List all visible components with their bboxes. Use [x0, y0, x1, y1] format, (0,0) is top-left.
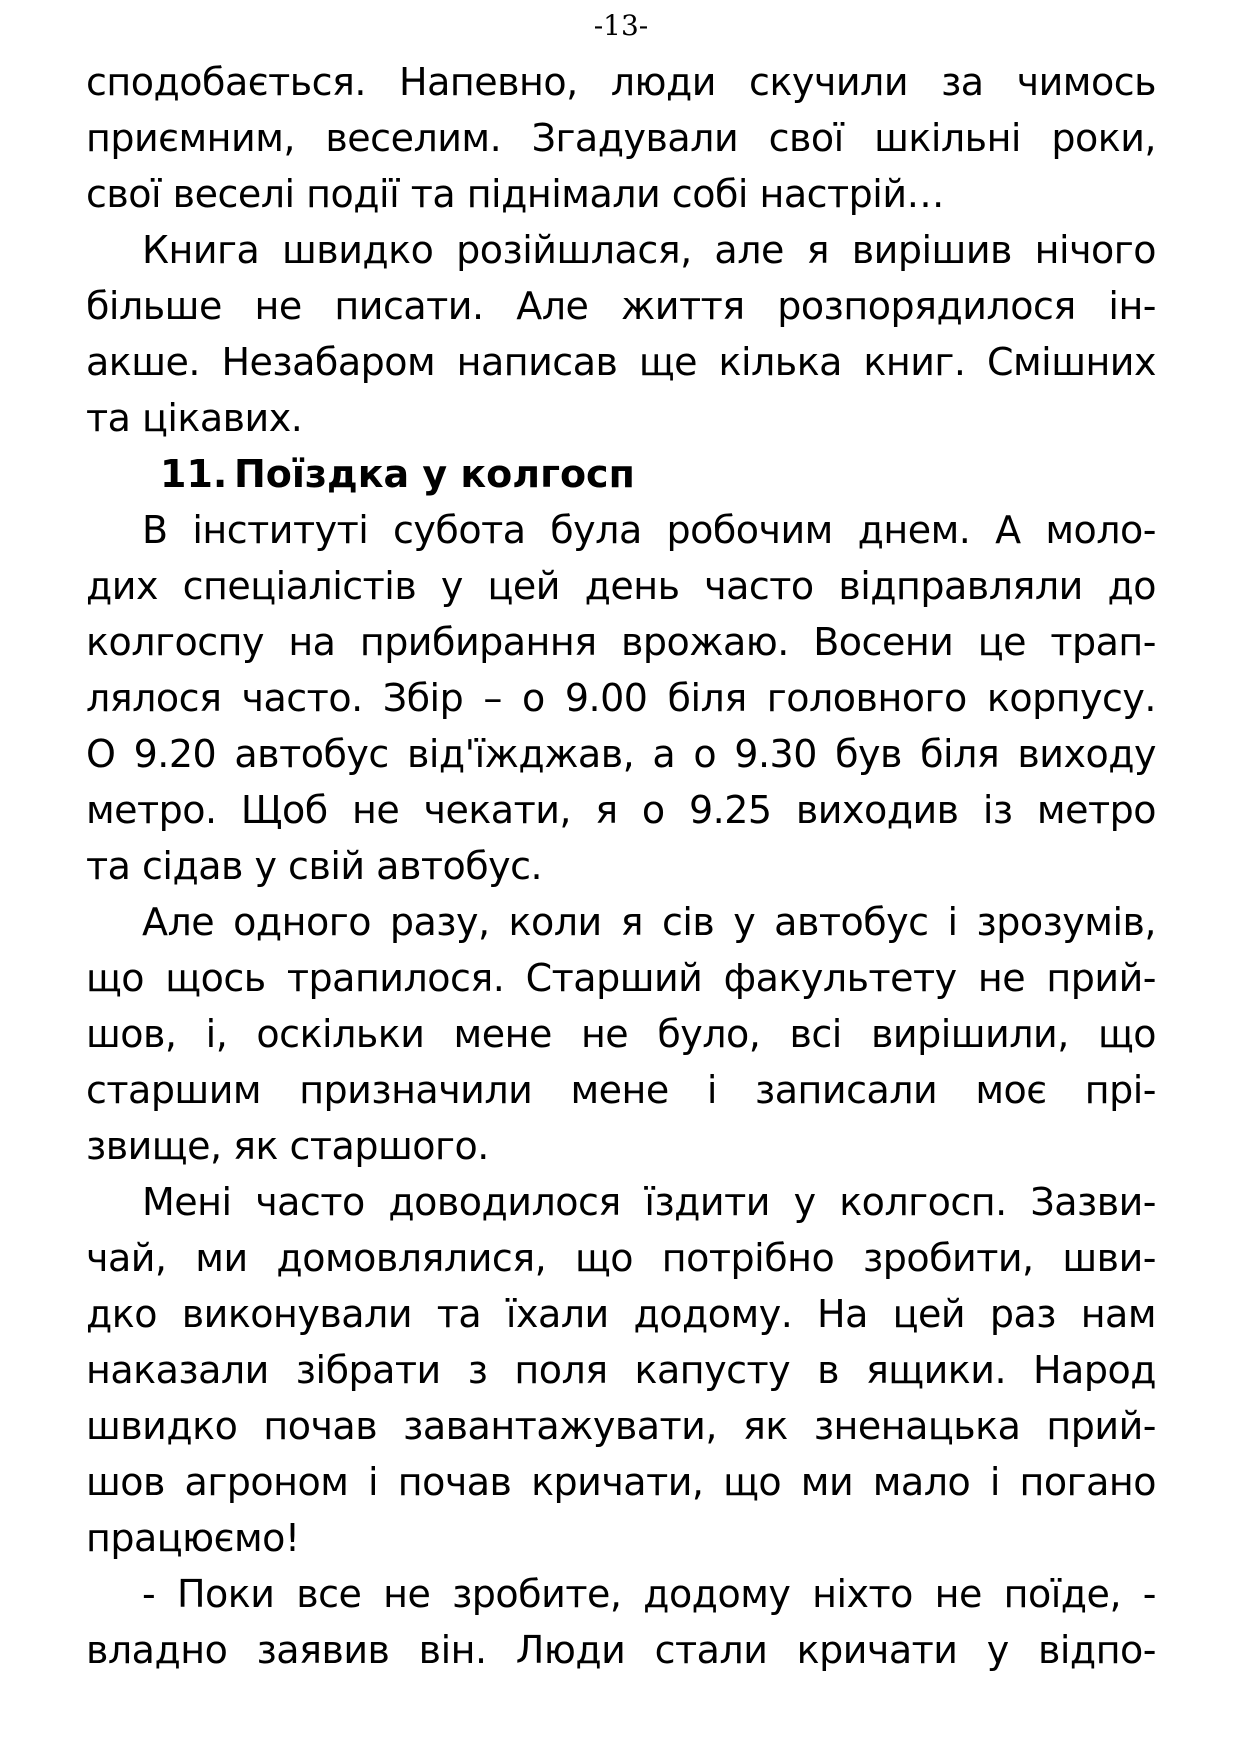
- section-title: Поїздка у колгосп: [234, 452, 635, 496]
- text-line: Мені часто доводилося їздити у колгосп. Зазви-: [142, 1180, 1156, 1224]
- text-line: лялося часто. Збір – о 9.00 біля головного корпусу.: [86, 676, 1156, 720]
- text-line: В інституті субота була робочим днем. А моло-: [142, 508, 1156, 552]
- text-line: більше не писати. Але життя розпорядилося ін-: [86, 284, 1156, 328]
- text-line: звище, як старшого.: [86, 1124, 489, 1168]
- text-line: та сідав у свій автобус.: [86, 844, 543, 888]
- text-line: колгоспу на прибирання врожаю. Восени це трап-: [86, 620, 1156, 664]
- text-line: шов агроном і почав кричати, що ми мало і погано: [86, 1460, 1156, 1504]
- text-line: дих спеціалістів у цей день часто відправляли до: [86, 564, 1156, 608]
- text-line: шов, і, оскільки мене не було, всі вирішили, що: [86, 1012, 1156, 1056]
- text-line: чай, ми домовлялися, що потрібно зробити, шви-: [86, 1236, 1156, 1280]
- section-number: 11.: [160, 452, 228, 496]
- text-line: свої веселі події та піднімали собі настрій…: [86, 172, 945, 216]
- text-line: швидко почав завантажувати, як зненацька прий-: [86, 1404, 1156, 1448]
- text-line: та цікавих.: [86, 396, 303, 440]
- book-page: [86, 0, 1156, 1748]
- text-line: приємним, веселим. Згадували свої шкільні роки,: [86, 116, 1156, 160]
- text-line: дко виконували та їхали додому. На цей раз нам: [86, 1292, 1156, 1336]
- section-heading: [86, 446, 1156, 502]
- text-line: Книга швидко розійшлася, але я вирішив нічого: [142, 228, 1156, 272]
- text-line: старшим призначили мене і записали моє прі-: [86, 1068, 1156, 1112]
- text-line: - Поки все не зробите, додому ніхто не поїде, -: [142, 1572, 1156, 1616]
- text-body: [86, 54, 1156, 1678]
- text-line: що щось трапилося. Старший факультету не прий-: [86, 956, 1156, 1000]
- text-line: працюємо!: [86, 1516, 300, 1560]
- text-line: О 9.20 автобус від'їжджав, а о 9.30 був біля виходу: [86, 732, 1156, 776]
- text-line: владно заявив він. Люди стали кричати у відпо-: [86, 1628, 1156, 1672]
- text-line: акше. Незабаром написав ще кілька книг. Смішних: [86, 340, 1156, 384]
- text-line: сподобається. Напевно, люди скучили за чимось: [86, 60, 1156, 104]
- text-line: наказали зібрати з поля капусту в ящики. Народ: [86, 1348, 1156, 1392]
- page-number: -13-: [593, 9, 649, 42]
- text-line: Але одного разу, коли я сів у автобус і зрозумів,: [142, 900, 1156, 944]
- text-line: метро. Щоб не чекати, я о 9.25 виходив із метро: [86, 788, 1156, 832]
